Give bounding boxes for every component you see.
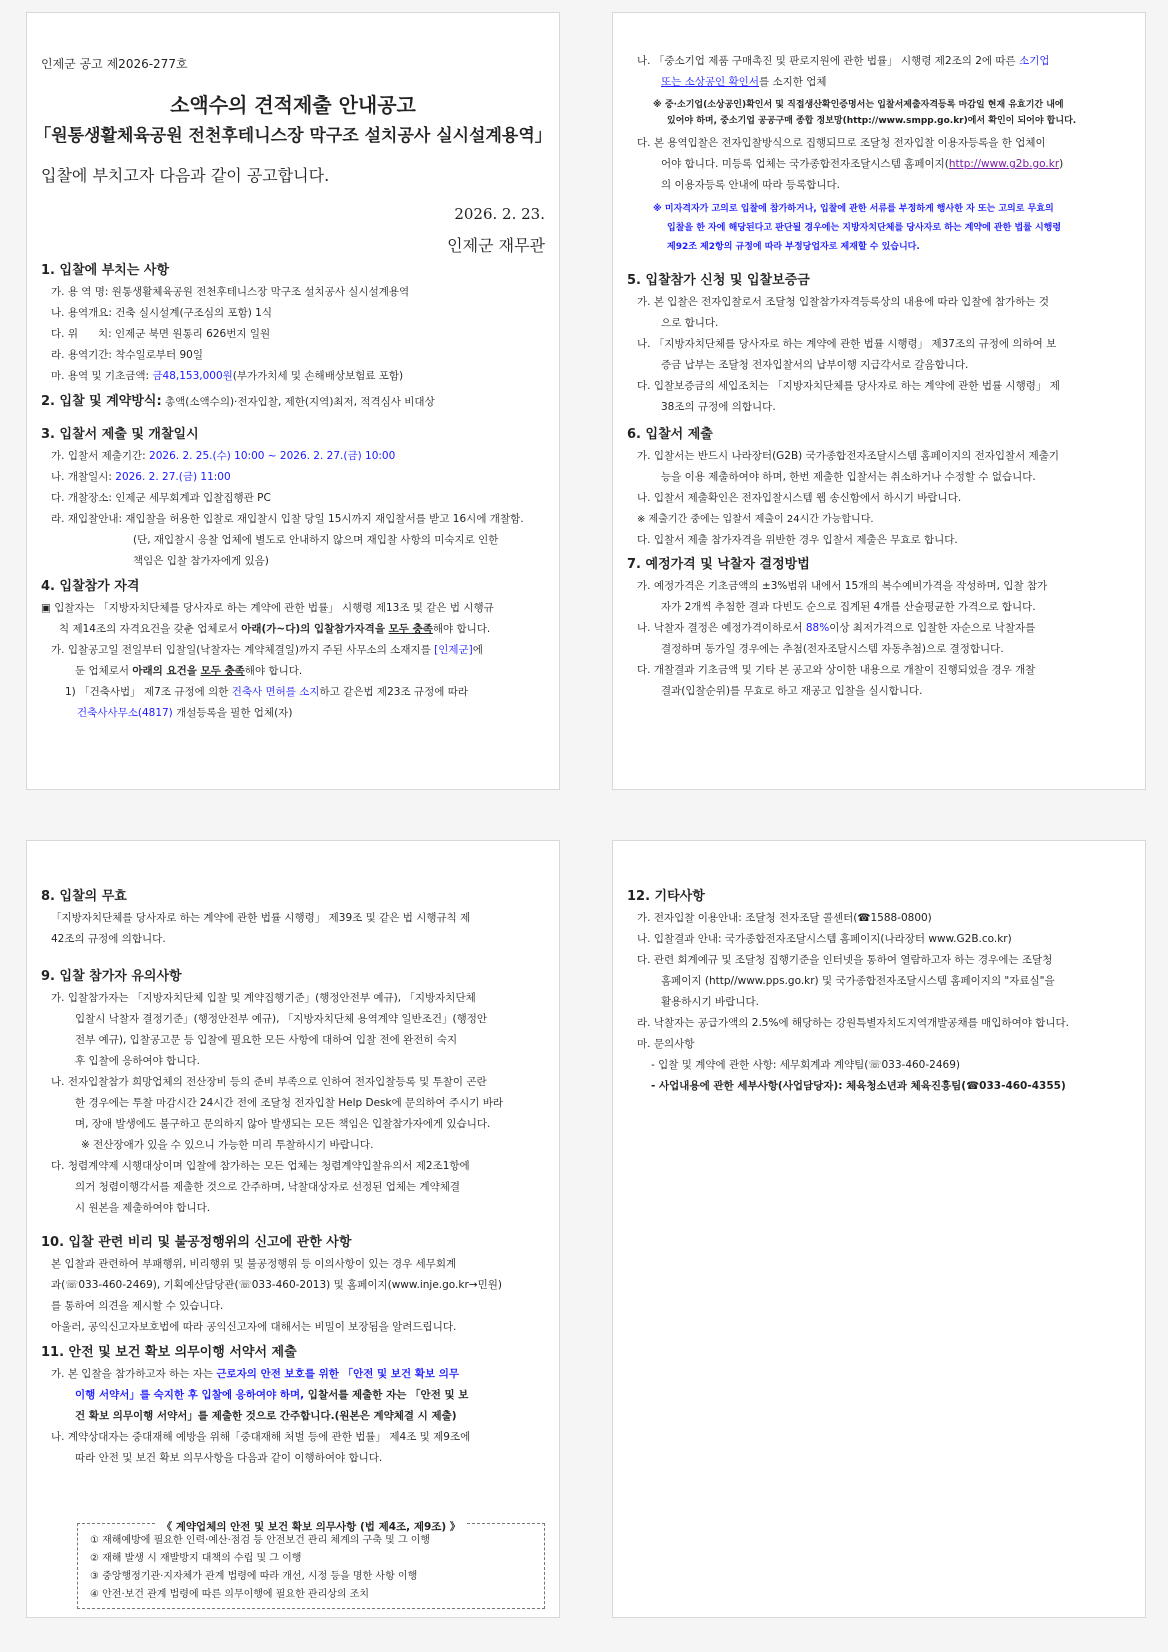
section-5 xyxy=(627,269,1131,418)
item-a-4: 후 입찰에 응하여야 합니다. xyxy=(75,1055,200,1067)
section-9 xyxy=(41,965,545,1219)
item-c: 다. 개찰결과 기초금액 및 기타 본 공고와 상이한 내용으로 개찰이 진행되었을 경우 개찰 xyxy=(637,664,1036,676)
section-heading: 5. 입찰참가 신청 및 입찰보증금 xyxy=(627,273,810,288)
item-c: 다. 위 치: 인제군 북면 원통리 626번지 일원 xyxy=(51,328,271,340)
obligation-item: ① 재해예방에 필요한 인력·예산·점검 등 안전보건 관리 체계의 구축 및 그 이행 xyxy=(90,1535,431,1546)
section-heading: 2. 입찰 및 계약방식: xyxy=(41,394,162,409)
qualification-text-2 xyxy=(41,619,545,640)
submit-period xyxy=(41,446,545,467)
e-bid-notice-2 xyxy=(627,154,1131,175)
section-1 xyxy=(41,259,545,387)
invalid-text-2: 42조의 규정에 의합니다. xyxy=(51,933,166,945)
report-text-2: 과(☏033-460-2469), 기획예산담당관(☏033-460-2013) 및 홈페이지(www.inje.go.kr→민원) xyxy=(51,1279,502,1291)
office-code: 건축사사무소(4817) xyxy=(77,707,173,719)
item-c: 다. 입찰서 제출 참가자격을 위반한 경우 입찰서 제출은 무효로 합니다. xyxy=(637,534,958,546)
item-b: 나. 입찰서 제출확인은 전자입찰시스템 웹 송신함에서 하시기 바랍니다. xyxy=(637,492,962,504)
g2b-link[interactable]: http://www.g2b.go.kr xyxy=(948,158,1060,170)
obligation-item: ③ 중앙행정기관·지자체가 관계 법령에 따라 개선, 시정 등을 명한 사항 이행 xyxy=(90,1571,418,1582)
base-amount: 금48,153,000원 xyxy=(152,370,233,382)
sme-requirement-2 xyxy=(627,72,1131,93)
item-d: 라. 용역기간: 착수일로부터 90일 xyxy=(51,349,203,361)
item-b: 나. 입찰결과 안내: 국가종합전자조달시스템 홈페이지(나라장터 www.G2B.co.kr) xyxy=(637,933,1012,945)
location-pre: 가. 입찰공고일 전일부터 입찰일(낙찰자는 계약체결일)까지 주된 사무소의 소재지를 xyxy=(51,644,435,656)
item-c: 다. 청렴계약제 시행대상이며 입찰에 참가하는 모든 업체는 청렴계약입찰유의서 제2조1항에 xyxy=(51,1160,470,1172)
qualification-pre: 칙 제14조의 자격요건을 갖춘 업체로서 xyxy=(59,623,242,635)
e-bid-pre: 어야 합니다. 미등록 업체는 국가종합전자조달시스템 홈페이지( xyxy=(661,158,949,170)
section-8 xyxy=(41,885,545,950)
section-heading: 10. 입찰 관련 비리 및 불공정행위의 신고에 관한 사항 xyxy=(41,1235,352,1250)
award-post: 이상 최저가격으로 입찰한 자순으로 낙찰자를 xyxy=(829,622,1036,634)
item-a: 가. 입찰서는 반드시 나라장터(G2B) 국가종합전자조달시스템 홈페이지의 전자입찰서 제출기 xyxy=(637,450,1060,462)
location2-underline: 모두 충족 xyxy=(200,665,245,677)
rebid-note-2: 책임은 입찰 참가자에게 있음) xyxy=(133,555,269,567)
item-c-2: 결과(입찰순위)를 무효로 하고 재공고 입찰을 실시합니다. xyxy=(661,685,923,697)
section-heading: 12. 기타사항 xyxy=(627,889,705,904)
item-b-2: 따라 안전 및 보건 확보 의무사항을 다음과 같이 이행하여야 합니다. xyxy=(75,1452,383,1464)
safety-blue-2: 이행 서약서」를 숙지한 후 입찰에 응하여야 하며, xyxy=(75,1389,305,1401)
section-12 xyxy=(627,885,1131,1097)
obligation-item: ④ 안전·보건 관계 법령에 따른 의무이행에 필요한 관리상의 조치 xyxy=(90,1589,370,1600)
item-b: 나. 용역개요: 건축 실시설계(구조심의 포함) 1식 xyxy=(51,307,273,319)
issuer: 인제군 재무관 xyxy=(447,236,545,255)
item-b: 나. 「지방자치단체를 당사자로 하는 계약에 관한 법률 시행령」 제37조의 규정에 의하여 보 xyxy=(637,338,1057,350)
item-b: 나. 전자입찰참가 희망업체의 전산장비 등의 준비 부족으로 인하여 전자입찰등록 및 투찰이 곤란 xyxy=(51,1076,487,1088)
item-note: ※ 제출기간 중에는 입찰서 제출이 24시간 가능합니다. xyxy=(637,514,874,525)
rebid-info: 라. 재입찰안내: 재입찰을 허용한 입찰로 재입찰시 입찰 당일 15시까지 재입찰서를 받고 16시에 개찰함. xyxy=(51,513,524,525)
item-c-2: 의거 청렴이행각서를 제출한 것으로 간주하며, 낙찰대상자로 선정된 업체는 계약체결 xyxy=(75,1181,461,1193)
section-heading: 7. 예정가격 및 낙찰자 결정방법 xyxy=(627,557,810,572)
item-b-2: 한 경우에는 투찰 마감시간 24시간 전에 조달청 전자입찰 Help Desk에 문의하여 주시기 바라 xyxy=(75,1097,504,1109)
opening-place: 다. 개찰장소: 인제군 세무회계과 입찰집행관 PC xyxy=(51,492,271,504)
safety-pre: 가. 본 입찰을 참가하고자 하는 자는 xyxy=(51,1368,217,1380)
obligation-box xyxy=(77,1523,545,1609)
item-e xyxy=(41,366,545,387)
license-pre: 1) 「건축사법」 제7조 규정에 의한 xyxy=(65,686,232,698)
location-requirement xyxy=(41,640,545,661)
qualification-text: ▣ 입찰자는 「지방자치단체를 당사자로 하는 계약에 관한 법률」 시행령 제13조 및 같은 법 시행규 xyxy=(41,602,494,614)
item-a: 가. 전자입찰 이용안내: 조달청 전자조달 콜센터(☎1588-0800) xyxy=(637,912,932,924)
item-a xyxy=(41,1364,545,1385)
item-b: 나. 계약상대자는 중대재해 예방을 위해「중대재해 처벌 등에 관한 법률」 제4조 및 제9조에 xyxy=(51,1431,471,1443)
section-heading: 6. 입찰서 제출 xyxy=(627,427,713,442)
safety-bold: 입찰서를 제출한 자는 「안전 및 보 xyxy=(304,1389,469,1401)
item-a: 가. 예정가격은 기초금액의 ±3%범위 내에서 15개의 복수예비가격을 작성하며, 입찰 참가 xyxy=(637,580,1048,592)
location2-pre: 둔 업체로서 xyxy=(75,665,133,677)
item-a-2: 입찰시 낙찰자 결정기준」(행정안전부 예규), 「지방자치단체 용역계약 일반조건」(행정안 xyxy=(75,1013,488,1025)
report-text-4: 아울러, 공익신고자보호법에 따라 공익신고자에 대해서는 비밀이 보장됨을 알려드립니다. xyxy=(51,1321,457,1333)
location2-post: 해야 합니다. xyxy=(244,665,303,677)
section-7 xyxy=(627,553,1131,702)
submit-period-label: 가. 입찰서 제출기간: xyxy=(51,450,150,462)
sme-cert: 또는 소상공인 확인서 xyxy=(661,76,759,88)
e-bid-notice-3: 의 이용자등록 안내에 따라 등록합니다. xyxy=(661,179,840,191)
qualification-underline: 모두 충족 xyxy=(388,623,433,635)
report-text: 본 입찰과 관련하여 부패행위, 비리행위 및 불공정행위 등 이의사항이 있는 경우 세무회계 xyxy=(51,1258,457,1270)
item-a-2: 능을 이용 제출하여야 하며, 한번 제출한 입찰서는 취소하거나 수정할 수 없습니다. xyxy=(661,471,1036,483)
award-rate: 88% xyxy=(805,622,830,634)
obligation-item: ② 재해 발생 시 재발방지 대책의 수립 및 그 이행 xyxy=(90,1553,302,1564)
safety-blue: 근로자의 안전 보호를 위한 「안전 및 보건 확보 의무 xyxy=(216,1368,459,1380)
section-heading: 9. 입찰 참가자 유의사항 xyxy=(41,969,182,984)
item-a-2 xyxy=(41,1385,545,1406)
section-heading: 1. 입찰에 부치는 사항 xyxy=(41,263,170,278)
item-c: 다. 입찰보증금의 세입조치는 「지방자치단체를 당사자로 하는 계약에 관한 법률 시행령」 제 xyxy=(637,380,1060,392)
section-4-continued xyxy=(627,51,1131,257)
item-b-3: 며, 장애 발생에도 불구하고 문의하지 않아 발생되는 모든 책임은 입찰참가자에게 있습니다. xyxy=(75,1118,491,1130)
location2-bold: 아래의 요건을 xyxy=(132,665,201,677)
item-c-3: 시 원본을 제출하여야 합니다. xyxy=(75,1202,211,1214)
item-a-2: 자가 2개씩 추첨한 결과 다빈도 순으로 집계된 4개를 산술평균한 가격으로 합니다. xyxy=(661,601,1036,613)
license-requirement xyxy=(41,682,545,703)
section-heading: 4. 입찰참가 자격 xyxy=(41,579,140,594)
sme-note-2: 있어야 하며, 중소기업 공공구매 종합 정보망(http://www.smpp.go.kr)에서 확인이 되어야 합니다. xyxy=(667,116,1077,126)
section-10 xyxy=(41,1231,545,1338)
document-page-3 xyxy=(26,840,560,1618)
e-bid-notice: 다. 본 용역입찰은 전자입찰방식으로 집행되므로 조달청 전자입찰 이용자등록을 한 업체이 xyxy=(637,137,1046,149)
item-c: 다. 관련 회계예규 및 조달청 집행기준을 인터넷을 통하여 열람하고자 하는 경우에는 조달청 xyxy=(637,954,1053,966)
item-a-3: 건 확보 의무이행 서약서」를 제출한 것으로 간주합니다.(원본은 계약체결 시 제출) xyxy=(75,1410,457,1422)
item-d: 라. 낙찰자는 공급가액의 2.5%에 해당하는 강원특별자치도지역개발공채를 매입하여야 합니다. xyxy=(637,1017,1070,1029)
office-post: 개설등록을 필한 업체(자) xyxy=(172,707,293,719)
license-requirement-2 xyxy=(41,703,545,724)
submit-period-value: 2026. 2. 25.(수) 10:00 ~ 2026. 2. 27.(금) 10:00 xyxy=(149,450,396,462)
contact-project: - 사업내용에 관한 세부사항(사업담당자): 체육청소년과 체육진흥팀(☎033-460-4355) xyxy=(651,1080,1066,1092)
item-b-4: ※ 전산장애가 있을 수 있으니 가능한 미리 투찰하시기 바랍니다. xyxy=(81,1139,374,1151)
notice-date: 2026. 2. 23. xyxy=(454,205,545,223)
qualification-post: 해야 합니다. xyxy=(432,623,491,635)
sme-post: 를 소지한 업체 xyxy=(758,76,827,88)
item-a-3: 전부 예규), 입찰공고문 등 입찰에 필요한 모든 사항에 대하여 입찰 전에 완전히 숙지 xyxy=(75,1034,458,1046)
section-6 xyxy=(627,423,1131,551)
section-heading: 8. 입찰의 무효 xyxy=(41,889,127,904)
sanction-note: ※ 미자격자가 고의로 입찰에 참가하거나, 입찰에 관한 서류를 부정하게 행사한 자 또는 고의로 무효의 xyxy=(653,204,1054,214)
item-e-note: (부가가치세 및 손해배상보험료 포함) xyxy=(232,370,404,382)
license-post: 하고 같은법 제23조 규정에 따라 xyxy=(319,686,468,698)
contract-method: 총액(소액수의)·전자입찰, 제한(지역)최저, 적격심사 비대상 xyxy=(161,396,435,408)
section-2 xyxy=(41,391,545,413)
location-requirement-2 xyxy=(41,661,545,682)
section-3 xyxy=(41,423,545,572)
notice-title: 소액수의 견적제출 안내공고 xyxy=(170,93,416,117)
item-a: 가. 용 역 명: 원통생활체육공원 전천후테니스장 막구조 설치공사 실시설계용역 xyxy=(51,286,410,298)
section-4 xyxy=(41,575,545,724)
project-title: 「원통생활체육공원 전천후테니스장 막구조 설치공사 실시설계용역」 xyxy=(34,126,552,146)
sme-pre: 나. 「중소기업 제품 구매촉진 및 판로지원에 관한 법률」 시행령 제2조의 2에 따른 xyxy=(637,55,1020,67)
item-b-2: 증금 납부는 조달청 전자입찰서의 납부이행 지급각서로 갈음합니다. xyxy=(661,359,969,371)
item-e: 마. 문의사항 xyxy=(637,1038,695,1050)
item-c-2: 38조의 규정에 의합니다. xyxy=(661,401,776,413)
sme-requirement xyxy=(627,51,1131,72)
opening-time-label: 나. 개찰일시: xyxy=(51,471,116,483)
rebid-note: (단, 재입찰시 응찰 업체에 별도로 안내하지 않으며 재입찰 사항의 미숙지로 인한 xyxy=(133,534,499,546)
award-pre: 나. 낙찰자 결정은 예정가격이하로서 xyxy=(637,622,806,634)
item-b xyxy=(627,618,1131,639)
item-b-2: 결정하며 동가일 경우에는 추첨(전자조달시스템 자동추첨)으로 결정합니다. xyxy=(661,643,1004,655)
contact-contract: - 입찰 및 계약에 관한 사항: 세무회계과 계약팀(☏033-460-2469) xyxy=(651,1059,960,1071)
opening-time xyxy=(41,467,545,488)
report-text-3: 를 통하여 의견을 제시할 수 있습니다. xyxy=(51,1300,224,1312)
e-bid-post: ) xyxy=(1059,158,1064,170)
section-11 xyxy=(41,1341,545,1469)
item-a-2: 으로 합니다. xyxy=(661,317,719,329)
location-post: 에 xyxy=(472,644,483,656)
notice-number: 인제군 공고 제2026-277호 xyxy=(41,57,188,71)
sanction-note-2: 입찰을 한 자에 해당된다고 판단될 경우에는 지방자치단체를 당사자로 하는 계약에 관한 법률 시행령 xyxy=(667,223,1062,233)
invalid-text: 「지방자치단체를 당사자로 하는 계약에 관한 법률 시행령」 제39조 및 같은 법 시행규칙 제 xyxy=(51,912,471,924)
document-page-2 xyxy=(612,12,1146,790)
item-c-2: 홈페이지 (http//www.pps.go.kr) 및 국가종합전자조달시스템 홈페이지의 "자료실"을 xyxy=(661,975,1055,987)
item-a: 가. 본 입찰은 전자입찰로서 조달청 입찰참가자격등록상의 내용에 따라 입찰에 참가하는 것 xyxy=(637,296,1050,308)
opening-time-value: 2026. 2. 27.(금) 11:00 xyxy=(115,471,231,483)
license-blue: 건축사 면허를 소지 xyxy=(231,686,320,698)
intro-text: 입찰에 부치고자 다음과 같이 공고합니다. xyxy=(41,166,330,185)
item-c-3: 활용하시기 바랍니다. xyxy=(661,996,759,1008)
item-a: 가. 입찰참가자는 「지방자치단체 입찰 및 계약집행기준」(행정안전부 예규), 「지방자치단체 xyxy=(51,992,476,1004)
section-heading: 11. 안전 및 보건 확보 의무이행 서약서 제출 xyxy=(41,1345,297,1360)
item-e-label: 마. 용역 및 기초금액: xyxy=(51,370,153,382)
location-region: [인제군] xyxy=(434,644,473,656)
document-page-4 xyxy=(612,840,1146,1618)
sme-blue: 소기업 xyxy=(1019,55,1050,67)
sanction-note-3: 제92조 제2항의 규정에 따라 부정당업자로 제재할 수 있습니다. xyxy=(667,242,920,252)
qualification-bold: 아래(가~다)의 입찰참가자격을 xyxy=(241,623,389,635)
sme-note: ※ 중·소기업(소상공인)확인서 및 직접생산확인증명서는 입찰서제출자격등록 마감일 현재 유효기간 내에 xyxy=(653,100,1064,110)
obligation-box-title: 《 계약업체의 안전 및 보건 확보 의무사항 (법 제4조, 제9조) 》 xyxy=(156,1521,467,1533)
document-page-1 xyxy=(26,12,560,790)
section-heading: 3. 입찰서 제출 및 개찰일시 xyxy=(41,427,199,442)
